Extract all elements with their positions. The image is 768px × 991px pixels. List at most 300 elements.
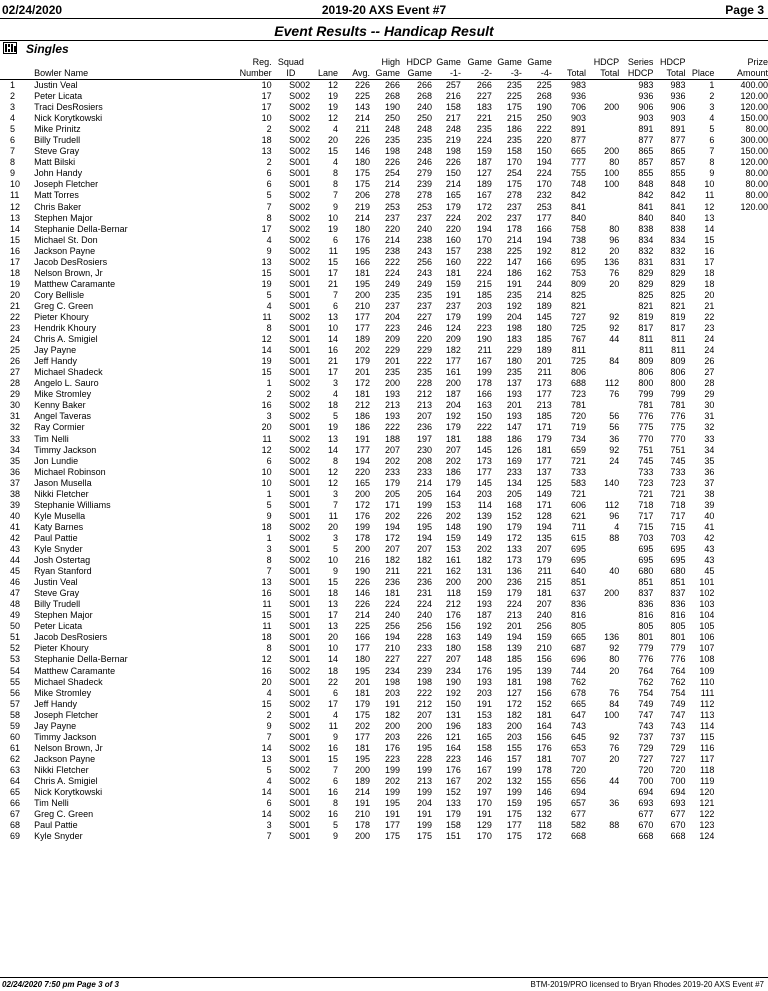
hdcp-game: 197: [417, 433, 433, 444]
hdcp-final-total: 762: [670, 676, 686, 687]
game-2: 167: [476, 764, 492, 775]
squad-id: S001: [289, 676, 311, 687]
high-game: 179: [384, 477, 400, 488]
hdcp-game: 226: [417, 510, 433, 521]
hdcp-total: 200: [604, 146, 620, 157]
row-number: 28: [10, 378, 21, 389]
row-number: 44: [10, 555, 21, 566]
game-4: 135: [536, 532, 552, 543]
game-3: 183: [506, 334, 522, 345]
prize-amount: [714, 389, 768, 400]
hdcp-final-total: 799: [670, 389, 686, 400]
bowler-name: Joseph Fletcher: [34, 709, 99, 720]
row-number: 4: [10, 113, 16, 124]
lane: 13: [327, 312, 338, 322]
game-4: 132: [536, 809, 552, 820]
game-2: 202: [476, 775, 492, 786]
series-hdcp: 831: [638, 256, 654, 267]
squad-id: S001: [289, 566, 311, 577]
lane: 5: [332, 411, 338, 422]
table-row: [0, 290, 768, 301]
hdcp-final-total: 811: [671, 334, 686, 345]
hdcp-final-total: 764: [670, 665, 686, 676]
game-4: 179: [536, 555, 552, 566]
game-4: 198: [536, 676, 552, 687]
high-game: 268: [384, 91, 400, 102]
row-number: 31: [10, 411, 21, 422]
game-1: 219: [445, 135, 461, 146]
game-2: 191: [476, 698, 492, 709]
hdcp-game: 175: [417, 831, 433, 842]
reg-number: 7: [266, 831, 272, 842]
game-1: 248: [445, 124, 461, 135]
place: 123: [699, 820, 715, 831]
total: 645: [571, 731, 587, 742]
table-row: [0, 102, 768, 113]
game-2: 145: [476, 477, 492, 488]
hdcp-total: 20: [609, 665, 620, 676]
hdcp-total: 100: [604, 709, 620, 720]
bowler-name: Stephanie Williams: [34, 499, 111, 510]
series-hdcp: 737: [638, 731, 654, 742]
game-1: 176: [445, 610, 461, 621]
place: 4: [709, 113, 715, 124]
reg-number: 16: [261, 588, 272, 599]
place: 17: [704, 256, 715, 267]
game-2: 187: [476, 610, 492, 621]
reg-number: 2: [266, 389, 272, 400]
bowler-name: Michael Robinson: [34, 466, 106, 477]
place: 109: [699, 665, 715, 676]
bowler-name: Matt Torres: [34, 190, 79, 201]
reg-number: 13: [261, 753, 272, 764]
hdcp-final-total: 865: [670, 146, 686, 157]
table-row: [0, 544, 768, 555]
squad-id: S002: [289, 201, 311, 212]
bowler-name: Stephen Major: [34, 212, 93, 223]
reg-number: 20: [261, 676, 272, 687]
game-1: 156: [445, 621, 461, 632]
prize-amount: [714, 224, 768, 235]
game-3: 172: [506, 698, 522, 709]
table-row: [0, 632, 768, 643]
table-row: [0, 224, 768, 235]
hdcp-game: 279: [417, 168, 433, 179]
lane: 5: [332, 820, 338, 831]
game-3: 177: [506, 820, 522, 831]
total: 656: [571, 775, 587, 786]
game-2: 159: [476, 146, 492, 157]
reg-number: 9: [266, 720, 272, 731]
average: 177: [355, 643, 371, 654]
hdcp-game: 207: [417, 709, 433, 720]
total: 816: [571, 610, 587, 621]
game-1: 257: [445, 80, 461, 91]
row-number: 61: [10, 742, 21, 753]
table-row: [0, 765, 768, 776]
bowler-name: Joseph Fletcher: [34, 179, 99, 190]
lane: 12: [327, 477, 338, 488]
reg-number: 15: [261, 367, 272, 378]
average: 186: [355, 422, 371, 433]
hdcp-total: [586, 91, 619, 102]
squad-id: S002: [289, 809, 311, 820]
reg-number: 6: [266, 455, 272, 466]
bowler-name: Traci DesRosiers: [34, 102, 103, 113]
game-4: 139: [536, 665, 552, 676]
hdcp-total: [586, 721, 619, 732]
row-number: 38: [10, 488, 21, 499]
bowler-name: Stephanie Della-Bernar: [34, 223, 128, 234]
hdcp-final-total: 840: [670, 212, 686, 223]
squad-id: S002: [289, 146, 311, 157]
hdcp-final-total: 831: [670, 256, 686, 267]
high-game: 222: [384, 422, 400, 433]
game-1: 198: [445, 146, 461, 157]
total: 840: [571, 212, 587, 223]
hdcp-total: 112: [604, 378, 620, 389]
hdcp-total: 80: [609, 654, 620, 665]
high-game: 266: [384, 80, 400, 91]
lane: 18: [327, 665, 338, 676]
lane: 11: [328, 510, 338, 521]
table-header: [0, 57, 768, 80]
high-game: 204: [384, 312, 400, 322]
bowler-name: Jackson Payne: [34, 753, 96, 764]
squad-id: S001: [289, 510, 311, 521]
reg-number: 10: [261, 113, 272, 124]
lane: 6: [332, 300, 338, 311]
report-date: 02/24/2020: [2, 3, 63, 17]
game-1: 181: [445, 433, 461, 444]
game-1: 160: [445, 234, 461, 245]
place: 35: [704, 455, 715, 466]
prize-amount: [714, 599, 768, 610]
row-number: 42: [10, 532, 21, 543]
game-4: 189: [536, 345, 552, 356]
place: 22: [704, 312, 715, 322]
squad-id: S001: [289, 278, 311, 289]
hdcp-final-total: 836: [670, 599, 686, 610]
hdcp-total: [586, 367, 619, 378]
game-3: 155: [506, 742, 522, 753]
high-game: 194: [384, 521, 400, 532]
place: 13: [704, 212, 715, 223]
bowler-name: Mike Stromley: [34, 687, 92, 698]
table-row: [0, 743, 768, 754]
game-2: 193: [476, 676, 492, 687]
total: 812: [571, 245, 587, 256]
reg-number: 8: [266, 212, 272, 223]
series-hdcp: 727: [638, 753, 654, 764]
hdcp-final-total: 834: [670, 234, 686, 245]
lane: 14: [327, 654, 338, 665]
squad-id: S002: [289, 400, 311, 411]
series-hdcp: 751: [638, 444, 654, 455]
hdcp-total: 88: [609, 820, 620, 831]
game-3: 181: [506, 676, 522, 687]
table-row: [0, 367, 768, 378]
game-1: 157: [445, 245, 461, 256]
average: 176: [355, 510, 371, 521]
hdcp-final-total: 721: [670, 488, 686, 499]
bowler-name: Kyle Snyder: [34, 543, 83, 554]
game-4: 214: [536, 289, 552, 300]
total: 753: [571, 267, 587, 278]
table-row: [0, 621, 768, 632]
hdcp-game: 205: [417, 488, 433, 499]
series-hdcp: 670: [638, 820, 654, 831]
game-1: 151: [445, 831, 461, 842]
squad-id: S001: [289, 577, 311, 588]
row-number: 29: [10, 389, 21, 400]
series-hdcp: 776: [638, 654, 654, 665]
series-hdcp: 837: [638, 588, 654, 599]
game-3: 201: [506, 400, 522, 411]
table-row: [0, 467, 768, 478]
hdcp-game: 191: [417, 809, 433, 820]
game-4: 162: [536, 267, 552, 278]
lane: 22: [327, 676, 338, 687]
hdcp-total: 136: [604, 256, 620, 267]
reg-number: 13: [261, 577, 272, 588]
average: 225: [355, 621, 371, 632]
row-number: 22: [10, 312, 21, 322]
high-game: 249: [384, 278, 400, 289]
prize-amount: [714, 356, 768, 367]
series-hdcp: 749: [638, 698, 654, 709]
high-game: 233: [384, 466, 400, 477]
hdcp-total: 136: [604, 632, 620, 643]
table-row: [0, 135, 768, 146]
hdcp-game: 228: [417, 753, 433, 764]
reg-number: 10: [261, 80, 272, 91]
hdcp-game: 227: [417, 654, 433, 665]
average: 195: [355, 665, 371, 676]
reg-number: 12: [261, 334, 272, 345]
average: 181: [355, 267, 371, 278]
hdcp-final-total: 801: [670, 632, 686, 643]
series-hdcp: 694: [638, 787, 654, 798]
total: 637: [571, 588, 587, 599]
game-4: 222: [536, 124, 552, 135]
series-hdcp: 721: [638, 488, 654, 499]
hdcp-final-total: 723: [670, 477, 686, 488]
game-1: 200: [445, 378, 461, 389]
bowler-name: Kyle Snyder: [34, 831, 83, 842]
place: 36: [704, 466, 715, 477]
hdcp-game: 278: [417, 190, 433, 201]
high-game: 200: [384, 720, 400, 731]
table-row: [0, 577, 768, 588]
hdcp-total: [586, 135, 619, 146]
hdcp-total: [586, 213, 619, 224]
lane: 13: [327, 599, 338, 610]
high-game: 176: [384, 742, 400, 753]
hdcp-game: 228: [417, 378, 433, 389]
place: 29: [704, 389, 715, 400]
prize-amount: [714, 467, 768, 478]
hdcp-final-total: 729: [670, 742, 686, 753]
row-number: 17: [10, 256, 21, 267]
bowler-name: Kyle Musella: [34, 510, 86, 521]
place: 20: [704, 289, 715, 300]
lane: 8: [332, 179, 338, 190]
game-1: 148: [445, 521, 461, 532]
bowler-name: John Handy: [34, 168, 83, 179]
game-3: 175: [506, 831, 522, 842]
high-game: 229: [384, 345, 400, 356]
lane: 15: [327, 256, 338, 267]
hdcp-total: 200: [604, 102, 620, 113]
high-game: 226: [384, 157, 400, 168]
reg-number: 11: [262, 621, 272, 632]
average: 181: [355, 389, 371, 400]
total: 725: [571, 356, 587, 367]
prize-amount: [714, 732, 768, 743]
game-2: 203: [476, 488, 492, 499]
row-number: 24: [10, 334, 21, 345]
squad-id: S001: [289, 599, 311, 610]
reg-number: 1: [266, 532, 272, 543]
series-hdcp: 754: [638, 687, 654, 698]
reg-number: 2: [266, 709, 272, 720]
game-2: 178: [476, 378, 492, 389]
squad-id: S002: [289, 775, 311, 786]
game-4: 240: [536, 610, 552, 621]
average: 165: [355, 477, 371, 488]
table-row: [0, 323, 768, 334]
squad-id: S001: [289, 499, 311, 510]
table-row: [0, 665, 768, 676]
reg-number: 3: [266, 411, 272, 422]
hdcp-game: 200: [417, 720, 433, 731]
place: 15: [704, 234, 715, 245]
series-hdcp: 903: [638, 113, 654, 124]
table-row: [0, 235, 768, 246]
col-series-2: HDCP: [619, 68, 653, 80]
game-4: 149: [536, 488, 552, 499]
hdcp-total: 56: [609, 411, 620, 422]
prize-amount: [714, 699, 768, 710]
lane: 9: [332, 201, 338, 212]
game-3: 254: [506, 168, 522, 179]
hdcp-final-total: 906: [670, 102, 686, 113]
place: 45: [704, 566, 715, 577]
bowler-name: Chris A. Smigiel: [34, 334, 98, 345]
prize-amount: [714, 445, 768, 456]
col-game1: Game: [436, 57, 461, 67]
table-row: [0, 334, 768, 345]
total: 721: [571, 488, 587, 499]
squad-id: S001: [289, 632, 311, 643]
game-4: 211: [537, 367, 552, 378]
hdcp-final-total: 816: [670, 610, 686, 621]
game-4: 125: [536, 477, 552, 488]
hdcp-final-total: 903: [670, 113, 686, 124]
high-game: 207: [384, 543, 400, 554]
hdcp-total: 76: [609, 742, 620, 753]
high-game: 210: [384, 643, 400, 654]
high-game: 238: [384, 245, 400, 256]
prize-amount: [714, 456, 768, 467]
game-1: 234: [445, 665, 461, 676]
average: 191: [355, 798, 371, 809]
game-4: 194: [536, 521, 552, 532]
reg-number: 6: [266, 179, 272, 190]
total: 983: [571, 80, 587, 91]
hdcp-final-total: 749: [670, 698, 686, 709]
prize-amount: [714, 665, 768, 676]
row-number: 33: [10, 433, 21, 444]
table-row: [0, 389, 768, 400]
place: 110: [700, 676, 715, 687]
squad-id: S001: [289, 367, 311, 378]
series-hdcp: 811: [639, 345, 654, 356]
hdcp-final-total: 703: [670, 532, 686, 543]
game-4: 256: [536, 621, 552, 632]
hdcp-final-total: 936: [670, 91, 686, 102]
hdcp-total: [586, 301, 619, 312]
average: 210: [355, 300, 371, 311]
lane: 16: [327, 345, 338, 356]
prize-amount: [714, 588, 768, 599]
table-row: [0, 411, 768, 422]
lane: 12: [327, 80, 338, 91]
game-1: 220: [445, 223, 461, 234]
total: 723: [571, 389, 587, 400]
game-1: 209: [445, 334, 461, 345]
hdcp-total: 88: [609, 532, 620, 543]
reg-number: 11: [262, 312, 272, 322]
row-number: 65: [10, 787, 21, 798]
lane: 17: [327, 610, 338, 621]
prize-amount: [714, 776, 768, 787]
series-hdcp: 809: [638, 356, 654, 367]
prize-amount: 120.00: [740, 91, 768, 102]
average: 210: [355, 809, 371, 820]
series-hdcp: 677: [638, 809, 654, 820]
lane: 7: [332, 764, 338, 775]
high-game: 236: [384, 577, 400, 588]
bowler-name: Timmy Jackson: [34, 444, 97, 455]
place: 108: [699, 654, 715, 665]
col-prize-2: Amount: [714, 68, 768, 80]
average: 202: [355, 720, 371, 731]
game-3: 235: [506, 80, 522, 91]
table-row: [0, 113, 768, 124]
hdcp-total: 100: [604, 168, 620, 179]
lane: 17: [327, 267, 338, 278]
bowler-name: Mike Stromley: [34, 389, 92, 400]
hdcp-total: 84: [609, 356, 620, 367]
reg-number: 12: [261, 654, 272, 665]
high-game: 223: [384, 753, 400, 764]
game-3: 136: [506, 566, 522, 577]
reg-number: 2: [266, 124, 272, 135]
row-number: 5: [10, 124, 16, 135]
place: 116: [700, 742, 715, 753]
hdcp-total: 44: [609, 775, 620, 786]
prize-amount: 120.00: [740, 201, 768, 212]
game-1: 224: [445, 212, 461, 223]
game-4: 207: [536, 543, 552, 554]
prize-amount: [714, 643, 768, 654]
game-3: 194: [506, 632, 522, 643]
place: 103: [699, 599, 715, 610]
game-1: 161: [445, 555, 461, 566]
prize-amount: [714, 257, 768, 268]
